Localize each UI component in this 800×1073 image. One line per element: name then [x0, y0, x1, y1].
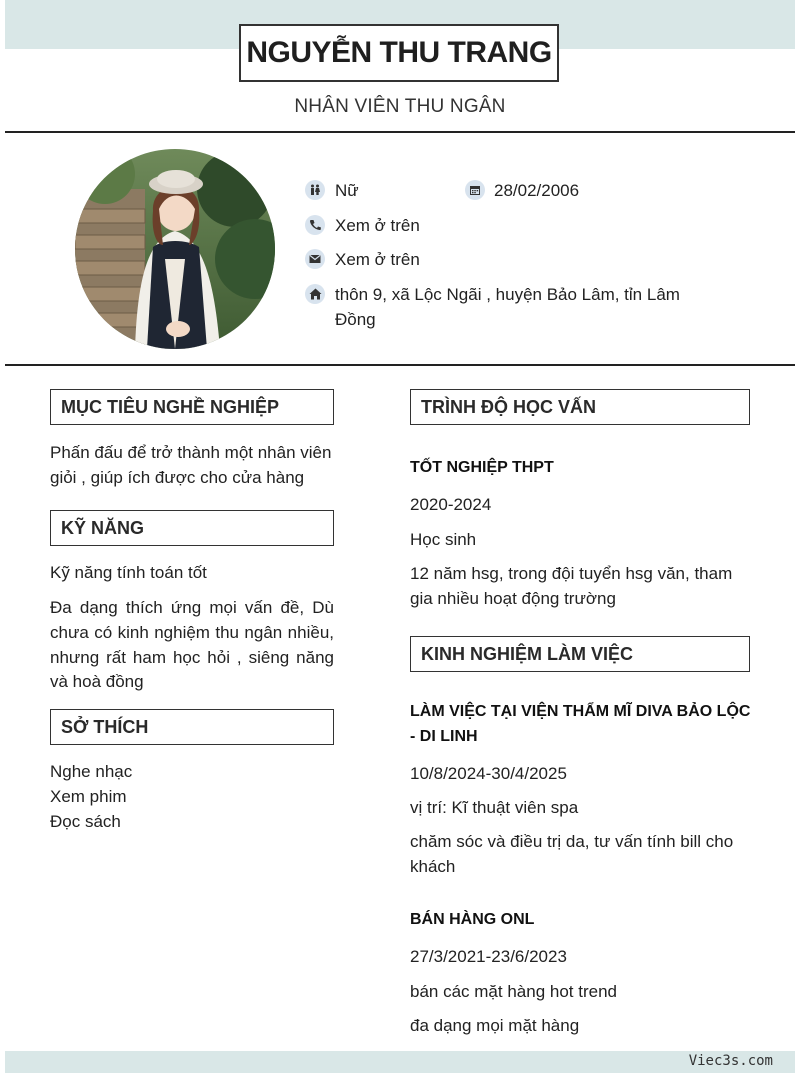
job-1-title-line-1: LÀM VIỆC TẠI VIỆN THẨM MĨ DIVA BẢO LỘC	[410, 703, 751, 720]
education-period: 2020-2024	[410, 495, 492, 514]
address-line-2: Đồng	[335, 310, 376, 329]
hobby-item: Xem phim	[50, 787, 127, 806]
header-divider	[5, 131, 795, 133]
job-2-desc-2: đa dạng mọi mặt hàng	[410, 1016, 580, 1035]
job-1-desc-line-2: khách	[410, 857, 456, 876]
phone-value: Xem ở trên	[335, 216, 420, 235]
hobby-item: Đọc sách	[50, 812, 121, 831]
education-title: TỐT NGHIỆP THPT	[410, 459, 554, 476]
address-line-1: thôn 9, xã Lộc Ngãi , huyện Bảo Lâm, tỉn Lâm	[335, 285, 680, 304]
objective-line-1: Phấn đấu để trở thành một nhân viên	[50, 443, 332, 462]
calendar-icon	[465, 180, 485, 200]
name-box	[239, 24, 559, 82]
skills-heading: KỸ NĂNG	[50, 510, 334, 546]
info-divider	[5, 364, 795, 366]
hobby-item: Nghe nhạc	[50, 762, 133, 781]
objective-heading: MỤC TIÊU NGHỀ NGHIỆP	[50, 389, 334, 425]
phone-icon	[305, 215, 325, 235]
experience-heading: KINH NGHIỆM LÀM VIỆC	[410, 636, 750, 672]
education-desc-line-1: 12 năm hsg, trong đội tuyển hsg văn, tham	[410, 564, 733, 583]
footer-brand: Viec3s.com	[688, 1053, 773, 1069]
email-value: Xem ở trên	[335, 250, 420, 269]
job-2-title: BÁN HÀNG ONL	[410, 911, 535, 928]
objective-line-2: giỏi , giúp ích được cho cửa hàng	[50, 468, 305, 487]
skill-item-2-line-3: nhưng rất ham học hỏi , siêng năng	[50, 648, 334, 667]
education-desc-line-2: gia nhiều hoạt động trường	[410, 589, 616, 608]
gender-icon	[305, 180, 325, 200]
candidate-name: NGUYỄN THU TRANG	[246, 36, 552, 69]
job-title: NHÂN VIÊN THU NGÂN	[294, 96, 506, 117]
skill-item-1: Kỹ năng tính toán tốt	[50, 563, 207, 582]
profile-photo	[75, 149, 275, 349]
job-1-title-line-2: - DI LINH	[410, 728, 478, 745]
education-heading: TRÌNH ĐỘ HỌC VẤN	[410, 389, 750, 425]
footer-band	[5, 1051, 795, 1073]
home-icon	[305, 284, 325, 304]
skill-item-2-line-4: và hoà đồng	[50, 672, 144, 691]
hobbies-heading: SỞ THÍCH	[50, 709, 334, 745]
job-1-period: 10/8/2024-30/4/2025	[410, 764, 567, 783]
job-1-desc-line-1: chăm sóc và điều trị da, tư vấn tính bill cho	[410, 832, 734, 851]
education-role: Học sinh	[410, 530, 477, 549]
gender-value: Nữ	[335, 181, 359, 200]
skill-item-2-line-2: chưa có kinh nghiệm thu ngân nhiều,	[50, 623, 334, 642]
job-1-position: vị trí: Kĩ thuật viên spa	[410, 798, 579, 817]
skill-item-2-line-1: Đa dạng thích ứng mọi vấn đề, Dù	[50, 598, 334, 617]
job-2-desc-1: bán các mặt hàng hot trend	[410, 982, 617, 1001]
birthday-value: 28/02/2006	[494, 181, 580, 200]
email-icon	[305, 249, 325, 269]
job-2-period: 27/3/2021-23/6/2023	[410, 947, 567, 966]
